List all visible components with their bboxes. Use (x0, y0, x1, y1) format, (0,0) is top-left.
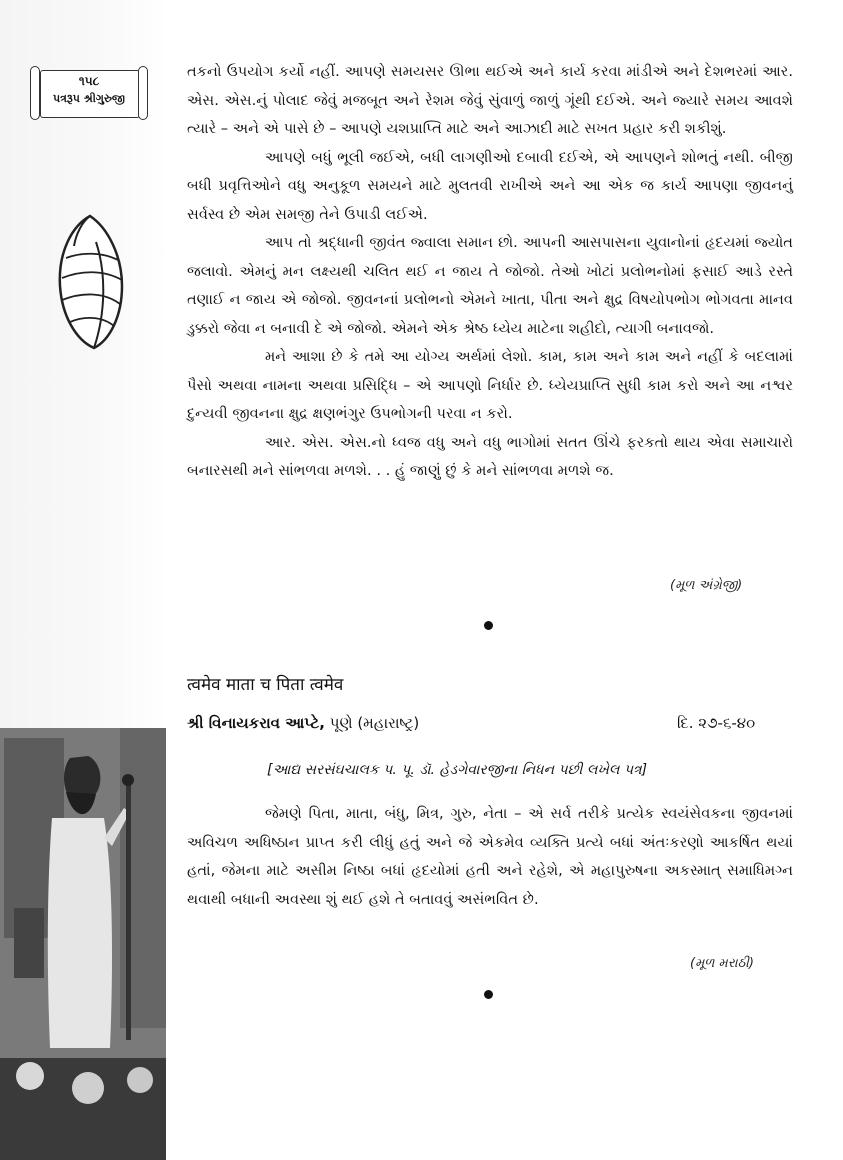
letter2-heading: त्वमेव माता च पिता त्वमेव (187, 675, 344, 695)
photograph (0, 728, 166, 1160)
letter1-paragraph: મને આશા છે કે તમે આ યોગ્ય અર્થમાં લેશો. કામ, કામ અને કામ અને નહીં કે બદલામાં પૈસો અથવા નામના અથવા પ્રસિદ્ધિ – એ આપણો નિર્ધાર છે. ધ્યેયપ્રાપ્તિ સુધી કામ કરો અને આ નશ્વર દુન્યવી જીવનના ક્ષુદ્ર ક્ષણભંગુર ઉપભોગની પરવા ન કરો. (187, 348, 793, 422)
letter1-paragraph: આર. એસ. એસ.નો ધ્વજ વધુ અને વધુ ભાગોમાં સતત ઊંચે ફરકતો થાય એવા સમાચારો બનારસથી મને સાંભળવા મળશે. . . હું જાણું છું કે મને સાંભળવા મળશે જ. (187, 433, 793, 479)
scroll-roll-left (30, 66, 40, 120)
letter2-source: (મૂળ મરાઠી) (690, 956, 754, 971)
letter1-paragraph: તકનો ઉપયોગ કર્યો નહીં. આપણે સમયસર ઊભા થઈએ અને કાર્ય કરવા માંડીએ અને દેશભરમાં આર. એસ. એસ.નું પોલાદ જેવું મજબૂત અને રેશમ જેવું સુંવાળું જાળું ગૂંથી દઈએ. અને જ્યારે સમય આવશે ત્યારે – અને એ પાસે છે – આપણે યશપ્રાપ્તિ માટે અને આઝાદી માટે સખત પ્રહાર કરી શકીશું. (187, 63, 793, 137)
recipient-name: શ્રી વિનાયકરાવ આપ્ટે, (187, 714, 325, 732)
letter2-recipient (187, 714, 419, 732)
letter1-paragraph: આપ તો શ્રદ્ધાની જીવંત જ્વાલા સમાન છો. આપની આસપાસના યુવાનોનાં હૃદયમાં જ્યોત જલાવો. એમનું મન લક્ષ્યથી ચલિત થઈ ન જાય તે જોજો. તેઓ ખોટાં પ્રલોભનોમાં ફસાઈ આડે રસ્તે તણાઈ ન જાય એ જોજો. જીવનનાં પ્રલોભનો એમને ખાતા, પીતા અને ક્ષુદ્ર વિષયોપભોગ ભોગવતા માનવ ડુક્કરો જેવા ન બનાવી દે એ જોજો. એમને એક શ્રેષ્ઠ ધ્યેય માટેના શહીદો, ત્યાગી બનાવજો. (187, 234, 793, 337)
letter2-date: દિ. ૨૭-૬-૪૦ (677, 714, 756, 732)
letter2-paragraph: જેમણે પિતા, માતા, બંધુ, મિત્ર, ગુરુ, નેતા – એ સર્વ તરીકે પ્રત્યેક સ્વયંસેવકના જીવનમાં અવિચળ અધિષ્ઠાન પ્રાપ્ત કરી લીધું હતું અને જે એકમેવ વ્યક્તિ પ્રત્યે બધાં અંતઃકરણો આકર્ષિત થયાં હતાં, જેમના માટે અસીમ નિષ્ઠા બધાં હૃદયોમાં હતી અને રહેશે, એ મહાપુરુષના અકસ્માત્ સમાધિમગ્ન થવાથી બધાની અવસ્થા શું થઈ હશે તે બતાવવું અસંભવિત છે. (187, 805, 793, 908)
letter1-body (187, 58, 793, 486)
scroll-roll-right (138, 66, 148, 120)
section-end-dot (484, 990, 493, 999)
letter1-paragraph: આપણે બધું ભૂલી જઈએ, બધી લાગણીઓ દબાવી દઈએ, એ આપણને શોભતું નથી. બીજી બધી પ્રવૃત્તિઓને વધુ અનુકૂળ સમયને માટે મુલતવી રાખીએ અને આ એક જ કાર્ય આપણા જીવનનું સર્વસ્વ છે એમ સમજી તેને ઉપાડી લઈએ. (187, 148, 793, 223)
book-title: પત્રરૂપ શ્રીગુરુજી (53, 92, 125, 105)
letter2-body (187, 800, 793, 914)
page-header-scroll (30, 66, 148, 120)
page-number: ૧૫૮ (78, 74, 100, 88)
photo-figure (0, 728, 166, 1160)
conch-shell-icon (52, 212, 128, 352)
letter2-note: [આદ્ય સરસંઘચાલક પ. પૂ. ડૉ. હેડગેવારજીના નિધન પછી લખેલ પત્ર] (267, 762, 648, 778)
recipient-place: પૂણે (મહારાષ્ટ્ર) (329, 714, 420, 732)
letter1-source: (મૂળ અંગ્રેજી) (670, 578, 743, 593)
section-separator-dot (484, 621, 493, 630)
